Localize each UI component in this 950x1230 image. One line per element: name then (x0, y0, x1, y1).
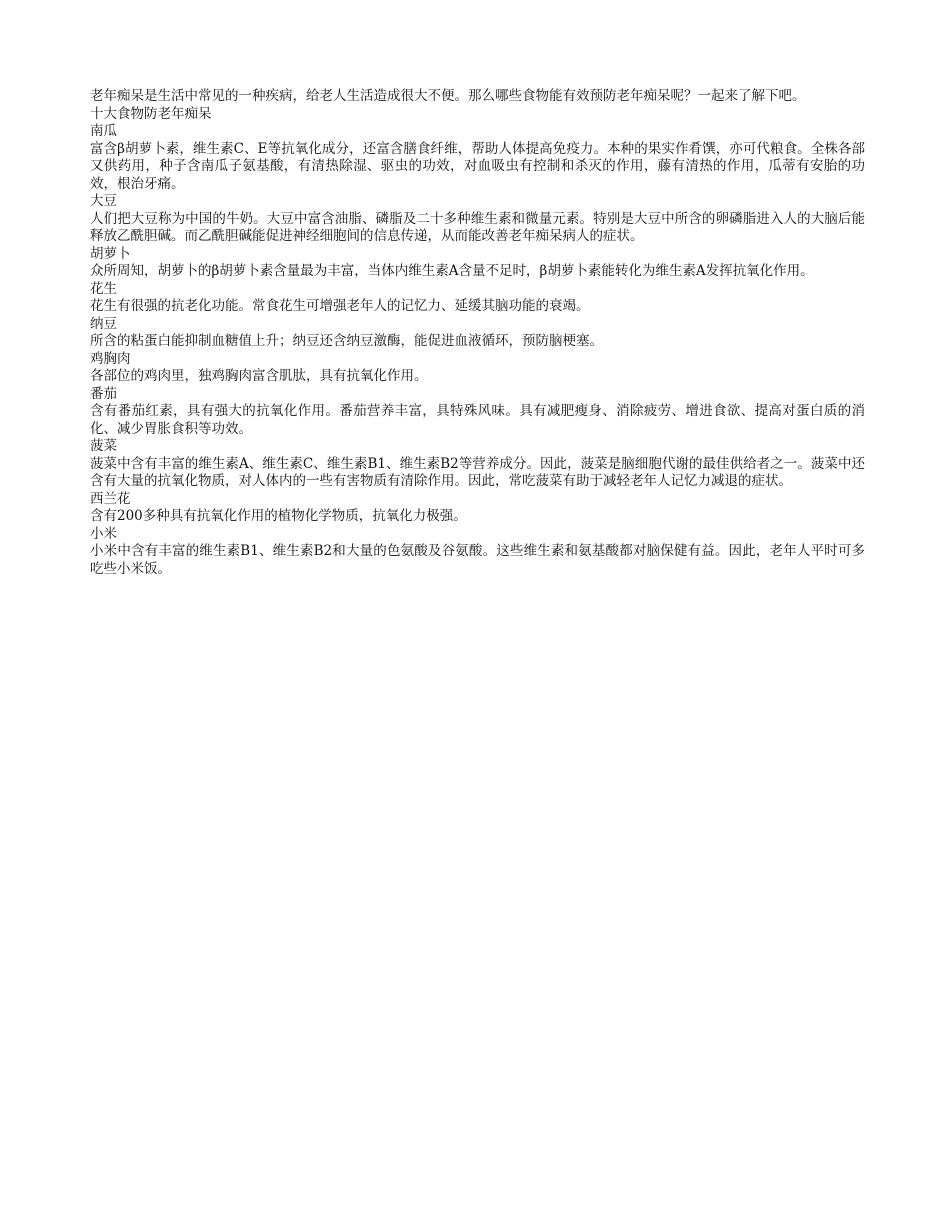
section-body-natto: 所含的粘蛋白能抑制血糖值上升；纳豆还含纳豆激酶，能促进血液循环，预防脑梗塞。 (90, 333, 603, 349)
section-body-tomato: 含有番茄红素，具有强大的抗氧化作用。番茄营养丰富，具特殊风味。具有减肥瘦身、消除疲劳、增进食欲、提高对蛋白质的消化、减少胃胀食积等功效。 (90, 403, 865, 437)
section-body-chicken-breast: 各部位的鸡肉里，独鸡胸肉富含肌肽，具有抗氧化作用。 (90, 368, 428, 384)
article (90, 88, 865, 578)
section-body-soybean: 人们把大豆称为中国的牛奶。大豆中富含油脂、磷脂及二十多种维生素和微量元素。特别是大豆中所含的卵磷脂进入人的大脑后能释放乙酰胆碱。而乙酰胆碱能促进神经细胞间的信息传递，从而能改善老年痴呆病人的症状。 (90, 210, 865, 244)
section-heading-carrot: 胡萝卜 (90, 245, 131, 262)
section-heading-broccoli: 西兰花 (90, 490, 131, 507)
section-heading-millet: 小米 (90, 525, 117, 542)
section-body-broccoli: 含有200多种具有抗氧化作用的植物化学物质，抗氧化力极强。 (90, 508, 467, 524)
section-heading-chicken-breast: 鸡胸肉 (90, 350, 131, 367)
section-heading-pumpkin: 南瓜 (90, 123, 117, 139)
intro-paragraph: 老年痴呆是生活中常见的一种疾病，给老人生活造成很大不便。那么哪些食物能有效预防老年痴呆呢？一起来了解下吧。 (90, 88, 806, 104)
article-title: 十大食物防老年痴呆 (90, 105, 212, 122)
section-body-carrot: 众所周知，胡萝卜的β胡萝卜素含量最为丰富，当体内维生素A含量不足时，β胡萝卜素能转化为维生素A发挥抗氧化作用。 (90, 263, 814, 279)
section-body-spinach: 菠菜中含有丰富的维生素A、维生素C、维生素B1、维生素B2等营养成分。因此，菠菜是脑细胞代谢的最佳供给者之一。菠菜中还含有大量的抗氧化物质，对人体内的一些有害物质有清除作用。因此，常吃菠菜有助于减轻老年人记忆力减退的症状。 (90, 455, 865, 489)
section-body-millet: 小米中含有丰富的维生素B1、维生素B2和大量的色氨酸及谷氨酸。这些维生素和氨基酸都对脑保健有益。因此，老年人平时可多吃些小米饭。 (90, 543, 865, 577)
section-heading-peanut: 花生 (90, 280, 117, 297)
section-heading-soybean: 大豆 (90, 193, 117, 209)
section-heading-natto: 纳豆 (90, 315, 117, 332)
section-body-peanut: 花生有很强的抗老化功能。常食花生可增强老年人的记忆力、延缓其脑功能的衰竭。 (90, 298, 590, 314)
section-heading-tomato: 番茄 (90, 385, 117, 402)
section-body-pumpkin: 富含β胡萝卜素，维生素C、E等抗氧化成分，还富含膳食纤维，帮助人体提高免疫力。本种的果实作肴馔，亦可代粮食。全株各部又供药用，种子含南瓜子氨基酸，有清热除湿、驱虫的功效，对血吸虫有控制和杀灭的作用，藤有清热的作用，瓜蒂有安胎的功效，根治牙痛。 (90, 140, 865, 192)
section-heading-spinach: 菠菜 (90, 438, 117, 454)
